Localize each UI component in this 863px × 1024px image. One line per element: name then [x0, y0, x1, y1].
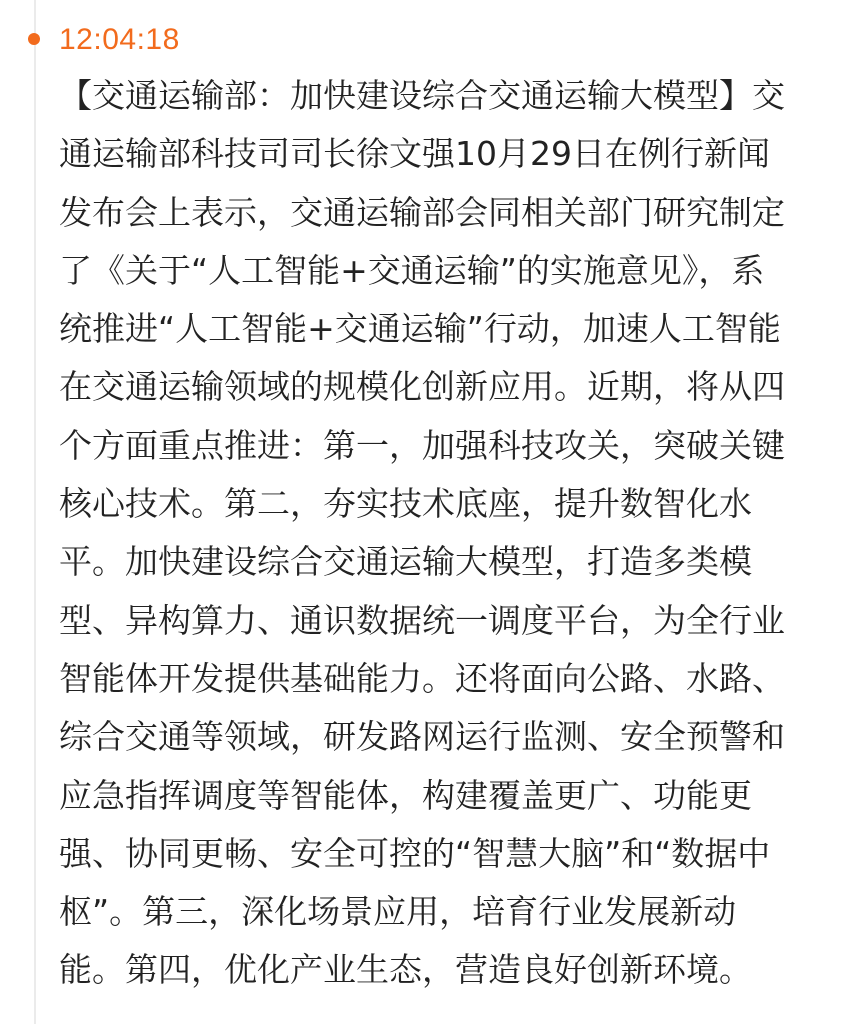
article-line: 智能体开发提供基础能力。还将面向公路、水路、 — [59, 658, 785, 698]
article-line: 强、协同更畅、安全可控的“智慧大脑”和“数据中 — [59, 833, 771, 873]
timeline-dot — [28, 33, 40, 45]
timeline-line — [34, 0, 36, 1024]
article-line: 发布会上表示，交通运输部会同相关部门研究制定 — [59, 192, 785, 232]
article-line: 综合交通等领域，研发路网运行监测、安全预警和 — [59, 717, 785, 757]
article-line: 统推进“人工智能+交通运输”行动，加速人工智能 — [59, 309, 781, 349]
article-line: 应急指挥调度等智能体，构建覆盖更广、功能更 — [59, 775, 752, 815]
article-line: 型、异构算力、通识数据统一调度平台，为全行业 — [59, 600, 785, 640]
article-line: 核心技术。第二，夯实技术底座，提升数智化水 — [59, 484, 752, 524]
article-line: 枢”。第三，深化场景应用，培育行业发展新动 — [59, 892, 737, 932]
article-line: 了《关于“人工智能+交通运输”的实施意见》，系 — [59, 250, 765, 290]
article-line: 【交通运输部：加快建设综合交通运输大模型】交 — [59, 76, 785, 115]
article-line: 能。第四，优化产业生态，营造良好创新环境。 — [59, 950, 752, 990]
article-line: 在交通运输领域的规模化创新应用。近期，将从四 — [59, 367, 785, 407]
article-line: 个方面重点推进：第一，加强科技攻关，突破关键 — [59, 425, 785, 465]
news-article-body[interactable] — [59, 67, 849, 1000]
article-line: 平。加快建设综合交通运输大模型，打造多类模 — [59, 542, 752, 582]
news-timestamp: 12:04:18 — [59, 23, 180, 56]
article-line: 通运输部科技司司长徐文强10月29日在例行新闻 — [59, 134, 770, 174]
